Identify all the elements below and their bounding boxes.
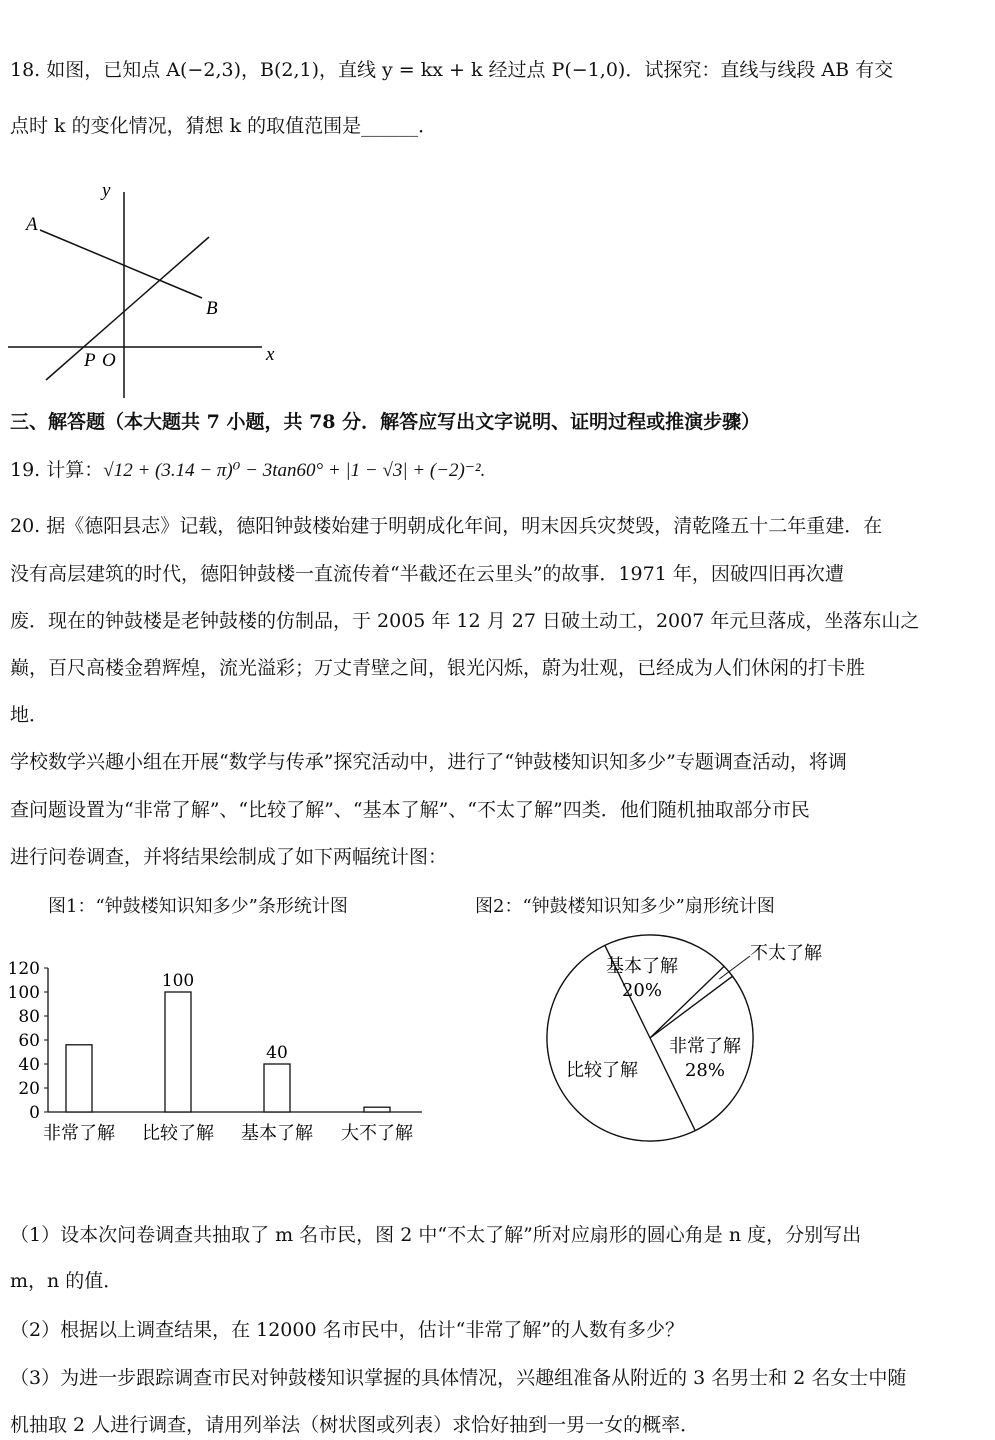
label-x: x	[266, 344, 275, 365]
line-through-p	[46, 237, 209, 380]
q20-p1-line: 20. 据《德阳县志》记载，德阳钟鼓楼始建于明朝成化年间，明末因兵灾焚毁，清乾隆五十二年重建．在	[10, 515, 883, 537]
label-b: B	[206, 298, 218, 319]
q20-p1-line: 没有高层建筑的时代，德阳钟鼓楼一直流传着“半截还在云里头”的故事．1971 年，因破四旧再次遭	[10, 563, 844, 585]
pie-chart	[520, 920, 860, 1160]
y-tick-label: 80	[18, 1007, 40, 1027]
section-3-header: 三、解答题（本大题共 7 小题，共 78 分．解答应写出文字说明、证明过程或推演步骤）	[10, 411, 761, 433]
q20-p1-line: 废．现在的钟鼓楼是老钟鼓楼的仿制品，于 2005 年 12 月 27 日破土动工，2007 年元旦落成，坐落东山之	[10, 610, 920, 632]
q20-sub-question: 机抽取 2 人进行调查，请用列举法（树状图或列表）求恰好抽到一男一女的概率．	[10, 1414, 700, 1436]
pie-percent-label: 28%	[684, 1060, 726, 1081]
q20-sub-question: m，n 的值．	[10, 1270, 123, 1292]
bar	[66, 1045, 92, 1112]
bar-data-label: 40	[266, 1043, 288, 1063]
pie-percent-label: 20%	[621, 980, 663, 1001]
y-tick-label: 0	[29, 1103, 40, 1123]
q19-line	[10, 456, 485, 485]
x-category-label: 比较了解	[142, 1123, 214, 1144]
bar-chart	[0, 950, 440, 1160]
bar	[165, 992, 191, 1112]
y-tick-label: 20	[18, 1079, 40, 1099]
q18-line-2: 点时 k 的变化情况，猜想 k 的取值范围是______．	[10, 115, 438, 137]
bar-chart-title: 图1：“钟鼓楼知识知多少”条形统计图	[48, 896, 348, 917]
q19-expression: √12 + (3.14 − π)⁰ − 3tan60° + |1 − √3| + (−2)⁻².	[103, 460, 486, 481]
q20-p1-line: 巅，百尺高楼金碧辉煌，流光溢彩；万丈青壁之间，银光闪烁，蔚为壮观，已经成为人们休闲的打卡胜	[10, 657, 866, 679]
pie-slice-label: 基本了解	[606, 956, 678, 977]
x-category-label: 大不了解	[341, 1123, 413, 1144]
q20-p2-line: 查问题设置为“非常了解”、“比较了解”、“基本了解”、“不太了解”四类．他们随机抽取部分市民	[10, 799, 810, 821]
label-a: A	[26, 214, 38, 235]
pie-slice-label: 比较了解	[566, 1060, 638, 1081]
y-tick-label: 120	[7, 959, 40, 979]
pie-slice-label: 不太了解	[750, 943, 822, 964]
label-o: O	[102, 350, 116, 371]
q20-p2-line: 进行问卷调查，并将结果绘制成了如下两幅统计图：	[10, 846, 448, 868]
q19-prefix: 19. 计算：	[10, 459, 104, 481]
x-category-label: 基本了解	[241, 1123, 313, 1144]
label-p: P	[84, 350, 96, 371]
bar	[364, 1107, 390, 1112]
q18-line-1: 18. 如图，已知点 A(−2,3)，B(2,1)，直线 y = kx + k 经过点 P(−1,0)．试探究：直线与线段 AB 有交	[10, 59, 894, 81]
pie-slice-label: 非常了解	[669, 1036, 741, 1057]
y-tick-label: 60	[18, 1031, 40, 1051]
q20-p1-line: 地．	[10, 704, 49, 726]
bar-data-label: 100	[161, 971, 195, 991]
q18-figure	[0, 170, 300, 410]
pie-chart-title: 图2：“钟鼓楼知识知多少”扇形统计图	[475, 896, 775, 917]
y-tick-label: 40	[18, 1055, 40, 1075]
bar	[264, 1064, 290, 1112]
label-y: y	[102, 180, 111, 201]
q20-p2-line: 学校数学兴趣小组在开展“数学与传承”探究活动中，进行了“钟鼓楼知识知多少”专题调查活动，将调	[10, 751, 847, 773]
q20-sub-question: （3）为进一步跟踪调查市民对钟鼓楼知识掌握的具体情况，兴趣组准备从附近的 3 名男士和 2 名女士中随	[10, 1367, 907, 1389]
x-category-label: 非常了解	[43, 1123, 115, 1144]
q20-sub-question: （2）根据以上调查结果，在 12000 名市民中，估计“非常了解”的人数有多少？	[10, 1319, 685, 1341]
q20-sub-question: （1）设本次问卷调查共抽取了 m 名市民，图 2 中“不太了解”所对应扇形的圆心角是 n 度，分别写出	[10, 1224, 862, 1246]
y-tick-label: 100	[7, 983, 40, 1003]
